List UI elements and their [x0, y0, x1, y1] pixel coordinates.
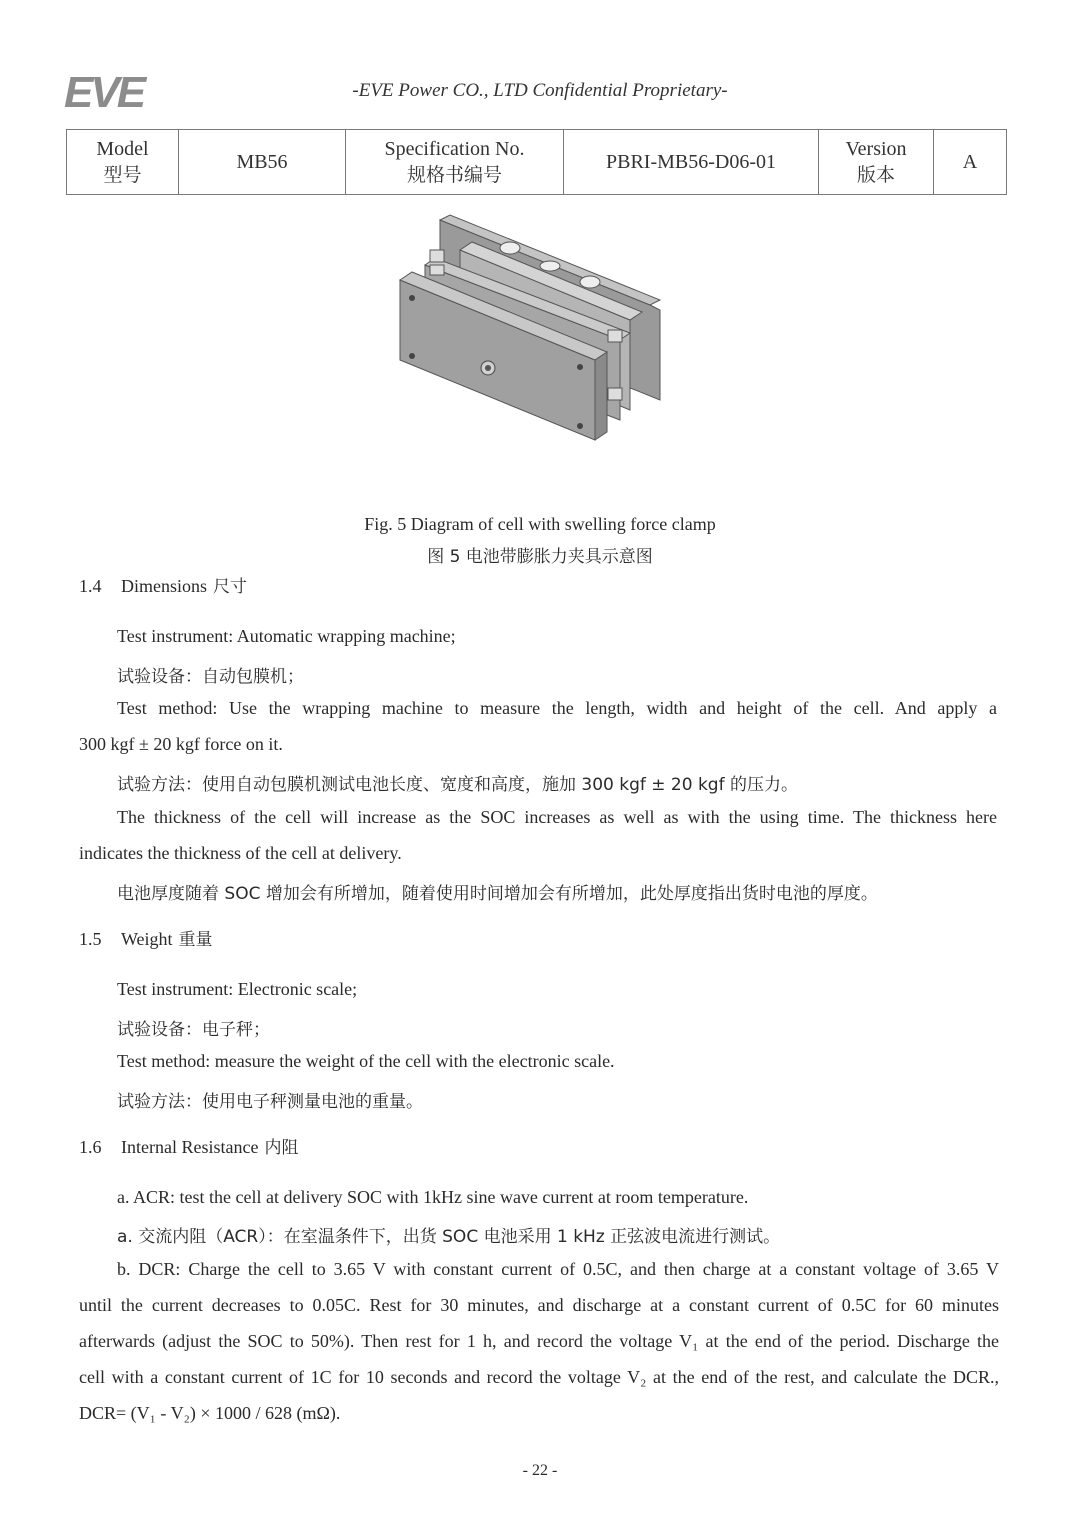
figure-caption-cn: 图 5 电池带膨胀力夹具示意图	[427, 547, 653, 567]
paragraph-line: Test method: measure the weight of the cell with the electronic scale.	[117, 1051, 615, 1071]
formula-line: DCR= (V₁ - V₂) × 1000 / 628 (mΩ).	[79, 1403, 341, 1423]
list-item: a. ACR: test the cell at delivery SOC with 1kHz sine wave current at room temperature.	[117, 1187, 749, 1207]
page-number: - 22 -	[522, 1462, 558, 1479]
spec-label-cell: Specification No. 规格书编号	[346, 130, 564, 195]
section-heading: 1.6 Internal Resistance 内阻	[79, 1137, 299, 1158]
paragraph-line: Test method: Use the wrapping machine to measure the length, width and height of the cell. And apply a	[117, 698, 997, 718]
section-heading: 1.4 Dimensions 尺寸	[79, 576, 248, 597]
section-heading: 1.5 Weight 重量	[79, 929, 213, 950]
paragraph-line: until the current decreases to 0.05C. Rest for 30 minutes, and discharge at a constant current of 0.5C for 60 minutes	[79, 1295, 999, 1315]
clamp-diagram	[380, 210, 680, 470]
paragraph-line: 300 kgf ± 20 kgf force on it.	[79, 734, 283, 754]
eve-logo: EVE	[64, 68, 144, 117]
version-label-cell: Version 版本	[819, 130, 934, 195]
paragraph-line: Test instrument: Automatic wrapping machine;	[117, 626, 456, 646]
paragraph-line: Test instrument: Electronic scale;	[117, 979, 358, 999]
spec-value-cell: PBRI-MB56-D06-01	[564, 130, 819, 195]
paragraph-line: The thickness of the cell will increase as the SOC increases as well as with the using time. The thickness here	[117, 807, 997, 827]
figure-caption-en: Fig. 5 Diagram of cell with swelling force clamp	[364, 514, 716, 534]
paragraph-line: 试验方法：使用自动包膜机测试电池长度、宽度和高度，施加 300 kgf ± 20 kgf 的压力。	[117, 775, 798, 795]
list-item: b. DCR: Charge the cell to 3.65 V with constant current of 0.5C, and then charge at a constant voltage of 3.65 V	[117, 1259, 999, 1279]
paragraph-line: afterwards (adjust the SOC to 50%). Then rest for 1 h, and record the voltage V₁ at the end of the period. Discharge the	[79, 1331, 999, 1351]
model-value-cell: MB56	[179, 130, 346, 195]
model-label-cell: Model 型号	[67, 130, 179, 195]
paragraph-line: 电池厚度随着 SOC 增加会有所增加，随着使用时间增加会有所增加，此处厚度指出货时电池的厚度。	[117, 884, 878, 904]
paragraph-line: indicates the thickness of the cell at delivery.	[79, 843, 402, 863]
paragraph-line: 试验设备：自动包膜机；	[117, 667, 304, 687]
spec-table	[66, 129, 1007, 195]
version-value-cell: A	[934, 130, 1007, 195]
paragraph-line: 试验设备：电子秤；	[117, 1020, 270, 1040]
list-item: a. 交流内阻（ACR）：在室温条件下，出货 SOC 电池采用 1 kHz 正弦波电流进行测试。	[117, 1227, 781, 1247]
confidential-header: -EVE Power CO., LTD Confidential Proprietary-	[352, 80, 728, 101]
paragraph-line: 试验方法：使用电子秤测量电池的重量。	[117, 1092, 423, 1112]
paragraph-line: cell with a constant current of 1C for 10 seconds and record the voltage V₂ at the end of the rest, and calculate the DCR.,	[79, 1367, 999, 1387]
